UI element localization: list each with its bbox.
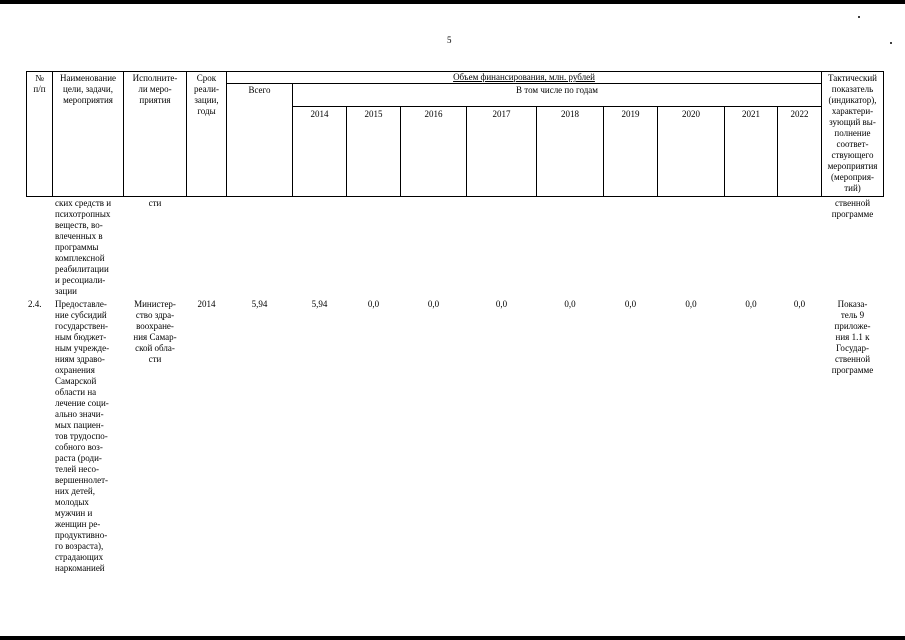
- header-total: Всего: [248, 85, 271, 95]
- row-value-2015: 0,0: [367, 299, 380, 309]
- scan-speck: [890, 42, 892, 44]
- header-by-years: В том числе по годам: [516, 85, 598, 95]
- header-year-2020: 2020: [682, 109, 700, 119]
- top-scan-border: [0, 0, 905, 4]
- continued-indicator: ственной программе: [831, 198, 874, 219]
- row-indicator: Показа- тель 9 приложе- ния 1.1 к Государ- ственной программе: [831, 299, 874, 375]
- row-executor: Министер- ство здра- воохране- ния Самар- ской обла- сти: [133, 299, 177, 364]
- row-value-2019: 0,0: [624, 299, 637, 309]
- row-value-2014: 5,94: [311, 299, 328, 309]
- row-value-2017: 0,0: [495, 299, 508, 309]
- page-number: 5: [447, 35, 452, 45]
- continued-executor: сти: [148, 198, 162, 208]
- header-name: Наименование цели, задачи, мероприятия: [59, 73, 117, 105]
- header-year-2019: 2019: [621, 109, 640, 119]
- header-year-2017: 2017: [492, 109, 511, 119]
- header-year-2014: 2014: [310, 109, 329, 119]
- header-year-2018: 2018: [561, 109, 579, 119]
- scan-speck: [858, 16, 860, 18]
- row-measure-name: Предоставле- ние субсидий государствен- ным бюджет- ным учрежде- ниям здраво- охранения Самарской области на лечение соци- ально значи- мых пациен- тов трудоспо- собного воз- раста (роди- телей несо- вершеннолет- них детей, молодых мужчин и женщин ре- продуктивно- го возраста), страдающих наркоманией: [55, 299, 110, 573]
- row-value-2021: 0,0: [745, 299, 757, 309]
- header-number: № п/п: [33, 73, 46, 94]
- continued-measure-name: ских средств и психотропных веществ, во- влеченных в программы комплексной реабилитации и ресоциали- зации: [55, 198, 112, 296]
- header-year-2015: 2015: [364, 109, 383, 119]
- row-value-2016: 0,0: [427, 299, 440, 309]
- header-funding: Объем финансирования, млн. рублей: [453, 72, 595, 82]
- header-term: Срок реали- зации, годы: [194, 73, 219, 116]
- bottom-scan-border: [0, 636, 905, 640]
- header-year-2022: 2022: [790, 109, 809, 119]
- header-executor: Исполните- ли меро- приятия: [132, 73, 178, 105]
- header-year-2016: 2016: [424, 109, 443, 119]
- row-value-2022: 0,0: [793, 299, 806, 309]
- row-term: 2014: [197, 299, 216, 309]
- row-value-2020: 0,0: [685, 299, 697, 309]
- header-indicator: Тактический показатель (индикатор), характери- зующий вы- полнение соответ- ствующего мероприятия (мероприя- тий): [827, 73, 878, 193]
- row-total: 5,94: [251, 299, 268, 309]
- row-number: 2.4.: [28, 299, 42, 309]
- header-year-2021: 2021: [742, 109, 760, 119]
- row-value-2018: 0,0: [564, 299, 576, 309]
